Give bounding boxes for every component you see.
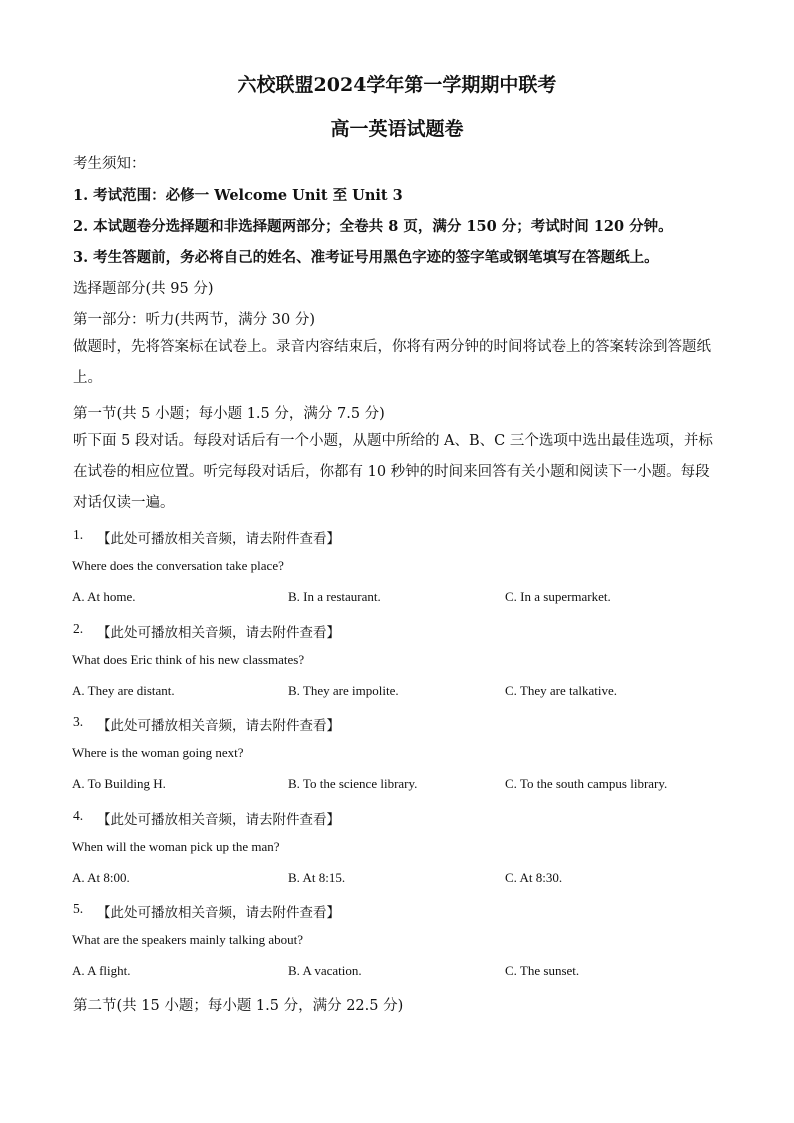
question-text: When will the woman pick up the man? (72, 839, 280, 854)
option-a: A. To Building H. (72, 776, 166, 791)
question-number: 2. (73, 621, 84, 636)
question-number: 5. (73, 901, 84, 916)
audio-placeholder[interactable]: 【此处可播放相关音频，请去附件查看】 (97, 718, 340, 734)
part1-heading: 第一部分：听力(共两节，满分 30 分) (73, 312, 315, 328)
question-number: 4. (73, 808, 84, 823)
option-b: B. At 8:15. (288, 870, 346, 885)
section1-heading: 第一节(共 5 小题；每小题 1.5 分，满分 7.5 分) (73, 406, 385, 422)
notice-item-3: 3. 考生答题前，务必将自己的姓名、准考证号用黑色字迹的签字笔或钢笔填写在答题纸上。 (73, 249, 659, 266)
option-c: C. The sunset. (505, 963, 580, 978)
exam-title: 六校联盟2024学年第一学期期中联考 (237, 74, 557, 96)
choice-part-heading: 选择题部分(共 95 分) (73, 281, 214, 297)
option-c: C. In a supermarket. (505, 589, 611, 604)
option-b: B. They are impolite. (288, 683, 399, 698)
option-a: A. At home. (72, 589, 136, 604)
question-text: Where does the conversation take place? (72, 558, 284, 573)
notice-item-1: 1. 考试范围：必修一 Welcome Unit 至 Unit 3 (73, 187, 403, 204)
question-number: 1. (73, 527, 84, 542)
option-b: B. In a restaurant. (288, 589, 381, 604)
audio-placeholder[interactable]: 【此处可播放相关音频，请去附件查看】 (97, 625, 340, 641)
option-c: C. They are talkative. (505, 683, 618, 698)
question-text: What does Eric think of his new classmates? (72, 652, 305, 667)
section1-instructions: 听下面 5 段对话。每段对话后有一个小题，从题中所给的 A、B、C 三个选项中选出最佳选项，并标在试卷的相应位置。听完每段对话后，你都有 10 秒钟的时间来回答有关小题和阅读下一小题。每段对话仅读一遍。 (73, 433, 713, 511)
audio-placeholder[interactable]: 【此处可播放相关音频，请去附件查看】 (97, 531, 340, 547)
question-number: 3. (73, 714, 84, 729)
question-text: Where is the woman going next? (72, 745, 244, 760)
option-a: A. A flight. (72, 963, 131, 978)
option-b: B. A vacation. (288, 963, 362, 978)
audio-placeholder[interactable]: 【此处可播放相关音频，请去附件查看】 (97, 812, 340, 828)
audio-placeholder[interactable]: 【此处可播放相关音频，请去附件查看】 (97, 905, 340, 921)
option-c: C. At 8:30. (505, 870, 563, 885)
notice-heading: 考生须知： (73, 156, 146, 172)
option-b: B. To the science library. (288, 776, 418, 791)
part1-instructions: 做题时，先将答案标在试卷上。录音内容结束后，你将有两分钟的时间将试卷上的答案转涂到答题纸上。 (73, 339, 711, 386)
notice-item-2: 2. 本试题卷分选择题和非选择题两部分；全卷共 8 页，满分 150 分；考试时间 120 分钟。 (73, 218, 673, 235)
question-text: What are the speakers mainly talking about? (72, 932, 304, 947)
option-a: A. At 8:00. (72, 870, 130, 885)
option-a: A. They are distant. (72, 683, 175, 698)
option-c: C. To the south campus library. (505, 776, 668, 791)
exam-subtitle: 高一英语试题卷 (330, 118, 464, 140)
section2-heading: 第二节(共 15 小题；每小题 1.5 分，满分 22.5 分) (73, 998, 404, 1014)
